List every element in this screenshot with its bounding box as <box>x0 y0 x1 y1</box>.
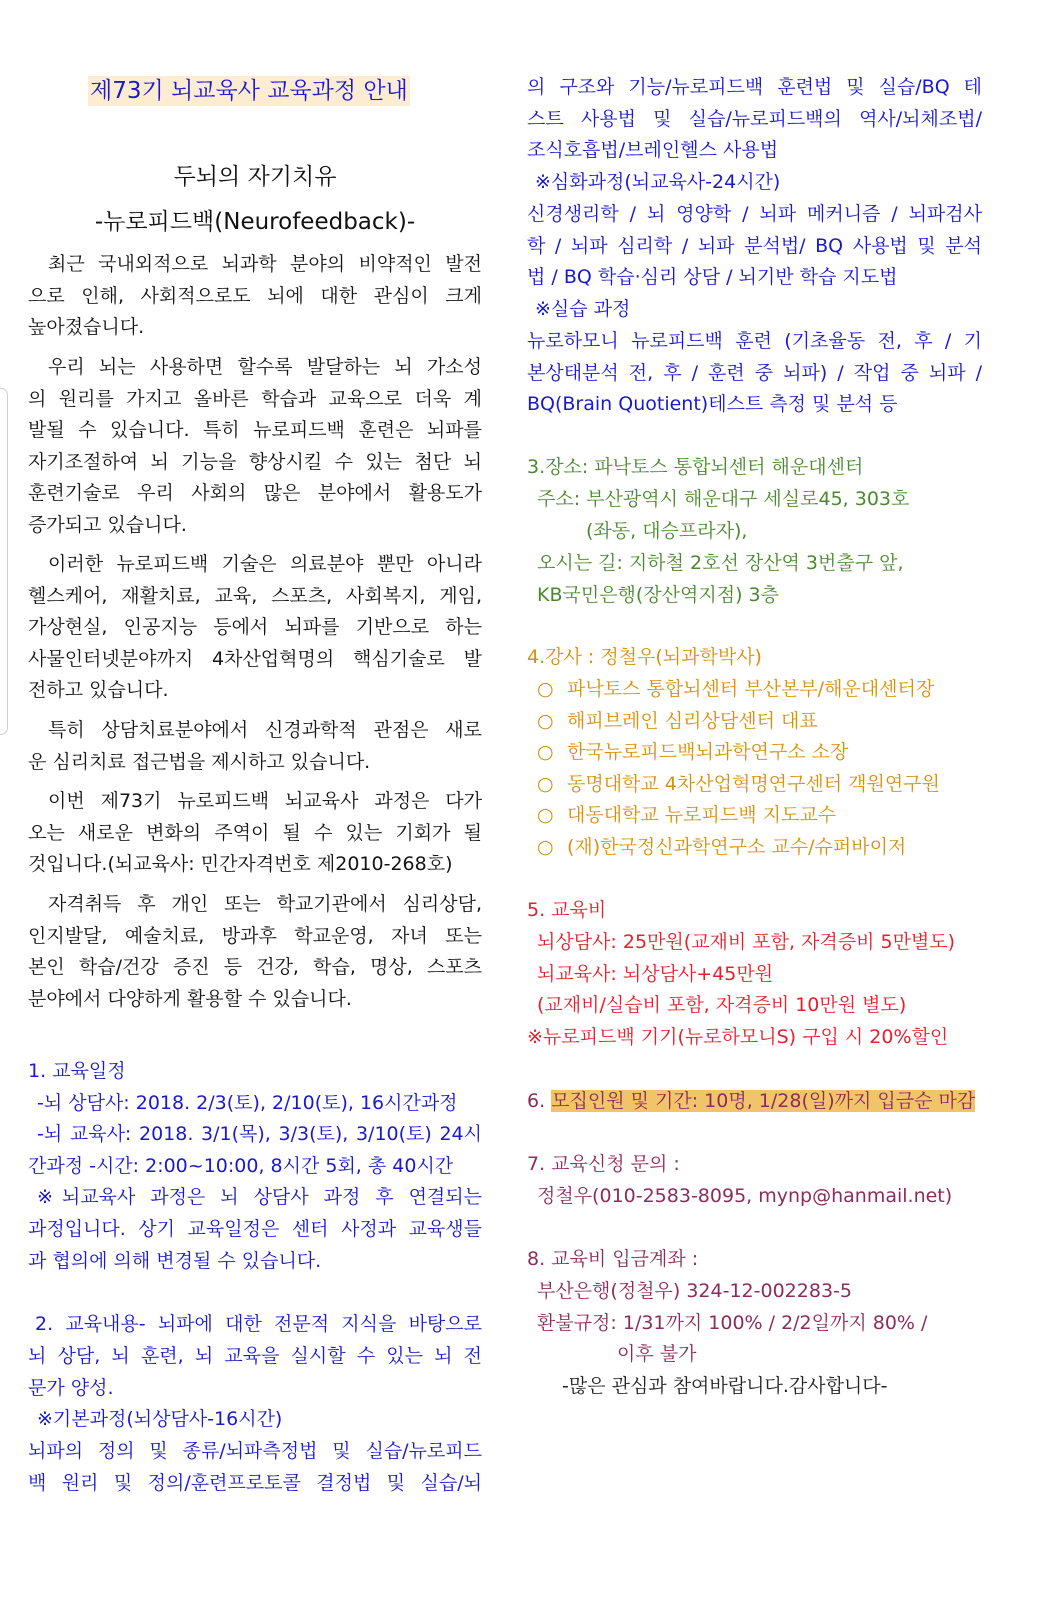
text-line: -뇌 상담사: 2018. 2/3(토), 2/10(토), 16시간과정 <box>37 1092 458 1114</box>
text-line: 헬스케어, 재활치료, 교육, 스포츠, 사회복지, 게임, <box>28 584 482 607</box>
intro-paragraph-4 <box>28 715 482 778</box>
device-discount-note <box>527 1022 948 1054</box>
text-line: 자격취득 후 개인 또는 학교기관에서 심리상담, <box>48 893 482 915</box>
text-line: ※실습 과정 <box>535 298 631 320</box>
text-line: 운 심리치료 접근법을 제시하고 있습니다. <box>28 750 371 773</box>
fee-details <box>537 927 955 1022</box>
recruitment-number: 6. <box>527 1090 546 1112</box>
text-line: 으로 인해, 사회적으로도 뇌에 대한 관심이 크게 <box>28 284 482 307</box>
content-description <box>28 1341 482 1404</box>
instructor-heading <box>527 642 762 674</box>
screen-edge-handle <box>0 388 8 735</box>
basic-course-heading <box>37 1404 482 1436</box>
text-line: KB국민은행(장산역지점) 3층 <box>537 583 779 606</box>
text-line: 법 / BQ 학습·심리 상담 / 뇌기반 학습 지도법 <box>527 266 898 289</box>
text-line: 오시는 길: 지하철 2호선 장산역 3번출구 앞, <box>537 552 904 574</box>
credential-item <box>537 800 940 832</box>
text-line: (좌동, 대승프라자), <box>586 520 748 542</box>
text-line: 증가되고 있습니다. <box>28 513 187 536</box>
text-line: 3.장소: 파낙토스 통합뇌센터 해운대센터 <box>527 456 864 478</box>
text-line: 훈련기술로 우리 사회의 많은 분야에서 활용도가 <box>28 482 482 505</box>
text-line: 과 협의에 의해 변경될 수 있습니다. <box>28 1249 322 1272</box>
text-line: 7. 교육신청 문의 : <box>527 1153 680 1175</box>
basic-course-topics-cont <box>527 72 982 167</box>
intro-paragraph-5 <box>28 786 482 881</box>
closing-message <box>562 1371 888 1403</box>
text-line: 스트 사용법 및 실습/뉴로피드백의 역사/뇌체조법/ <box>527 107 982 130</box>
text-line: 최근 국내외적으로 뇌과학 분야의 비약적인 발전 <box>48 253 482 275</box>
circle-bullet-icon: ○ <box>537 804 554 827</box>
text-line: 간과정 -시간: 2:00~10:00, 8시간 5회, 총 40시간 <box>28 1155 454 1177</box>
text-line: 인지발달, 예술치료, 방과후 학교운영, 자녀 또는 <box>28 924 482 947</box>
text-line: 분야에서 다양하게 활용할 수 있습니다. <box>28 987 352 1010</box>
content-heading <box>35 1309 482 1341</box>
circle-bullet-icon: ○ <box>537 709 554 732</box>
schedule-counselor <box>37 1088 482 1120</box>
credential-text: 파낙토스 통합뇌센터 부산본부/해운대센터장 <box>567 678 935 700</box>
text-line: 의 원리를 가지고 올바른 학습과 교육으로 더욱 계 <box>28 387 482 410</box>
inquiry-contact <box>537 1181 952 1213</box>
text-line: 전하고 있습니다. <box>28 679 169 702</box>
circle-bullet-icon: ○ <box>537 741 554 764</box>
text-line: 환불규정: 1/31까지 100% / 2/2일까지 80% / <box>537 1311 928 1334</box>
document-title: 제73기 뇌교육사 교육과정 안내 <box>90 78 408 104</box>
text-line: 가상현실, 인공지능 등에서 뇌파를 기반으로 하는 <box>28 616 482 639</box>
circle-bullet-icon: ○ <box>537 678 554 700</box>
intro-paragraph-2 <box>28 352 482 542</box>
intro-paragraph-6 <box>28 889 482 1015</box>
text-line: -뇌 교육사: 2018. 3/1(목), 3/3(토), 3/10(토) 24시 <box>37 1123 482 1145</box>
instructor-credentials <box>537 674 940 864</box>
text-line: (교재비/실습비 포함, 자격증비 10만원 별도) <box>537 994 907 1017</box>
text-line: ※뉴로피드백 기기(뉴로하모니S) 구입 시 20%할인 <box>527 1026 949 1048</box>
refund-note <box>617 1339 696 1371</box>
text-line: 주소: 부산광역시 해운대구 세실로45, 303호 <box>537 488 910 510</box>
schedule-educator <box>37 1119 482 1151</box>
text-line: ※뇌교육사 과정은 뇌 상담사 과정 후 연결되는 <box>37 1186 482 1208</box>
practice-course-topics <box>527 326 982 421</box>
text-line: 이러한 뉴로피드백 기술은 의료분야 뿐만 아니라 <box>48 553 482 575</box>
text-line: 이번 제73기 뉴로피드백 뇌교육사 과정은 다가 <box>48 790 482 812</box>
subtitle-self-healing: 두뇌의 자기치유 <box>173 164 337 190</box>
account-details <box>537 1276 927 1339</box>
text-line: 정철우(010-2583-8095, mynp@hanmail.net) <box>537 1185 953 1207</box>
inquiry-heading <box>527 1149 680 1181</box>
recruitment-deadline: 모집인원 및 기간: 10명, 1/28(일)까지 입금순 마감 <box>551 1090 976 1112</box>
credential-item <box>537 737 940 769</box>
credential-item <box>537 674 940 706</box>
location-heading <box>527 452 863 484</box>
text-line: 2. 교육내용- 뇌파에 대한 전문적 지식을 바탕으로 <box>35 1313 482 1335</box>
text-line: 의 구조와 기능/뉴로피드백 훈련법 및 실습/BQ 테 <box>527 76 982 98</box>
text-line: 뇌파의 정의 및 종류/뇌파측정법 및 실습/뉴로피드 <box>28 1440 482 1462</box>
text-line: 백 원리 및 정의/훈련프로토콜 결정법 및 실습/뇌 <box>28 1471 482 1494</box>
text-line: 과정입니다. 상기 교육일정은 센터 사정과 교육생들 <box>28 1218 482 1240</box>
text-line: 발될 수 있습니다. 특히 뉴로피드백 훈련은 뇌파를 <box>28 419 482 442</box>
subtitle-neurofeedback: -뉴로피드백(Neurofeedback)- <box>94 209 416 235</box>
text-line: 본상태분석 전, 후 / 훈련 중 뇌파) / 작업 중 뇌파 / <box>527 361 982 384</box>
text-line: 뉴로하모니 뉴로피드백 훈련 (기초율동 전, 후 / 기 <box>527 330 982 352</box>
text-line: 것입니다.(뇌교육사: 민간자격번호 제2010-268호) <box>28 853 453 876</box>
location-directions <box>537 548 904 611</box>
text-line: ※기본과정(뇌상담사-16시간) <box>37 1408 283 1430</box>
intro-paragraph-3 <box>28 549 482 707</box>
text-line: 특히 상담치료분야에서 신경과학적 관점은 새로 <box>48 719 482 741</box>
intro-paragraph-1 <box>28 249 482 344</box>
fee-heading <box>527 895 606 927</box>
schedule-heading <box>28 1056 482 1088</box>
text-line: 1. 교육일정 <box>28 1060 126 1082</box>
account-heading <box>527 1244 698 1276</box>
text-line: 본인 학습/건강 증진 등 건강, 학습, 명상, 스포츠 <box>28 956 482 979</box>
schedule-note <box>37 1182 482 1214</box>
circle-bullet-icon: ○ <box>537 835 554 858</box>
text-line: 자기조절하여 뇌 기능을 향상시킬 수 있는 첨단 뇌 <box>28 450 482 473</box>
text-line: 높아졌습니다. <box>28 316 145 339</box>
basic-course-topics <box>28 1436 482 1499</box>
practice-course-heading <box>535 294 982 326</box>
text-line: 오는 새로운 변화의 주역이 될 수 있는 기회가 될 <box>28 821 482 844</box>
text-line: 신경생리학 / 뇌 영양학 / 뇌파 메커니즘 / 뇌파검사 <box>527 203 982 225</box>
credential-item <box>537 706 940 738</box>
text-line: 8. 교육비 입금계좌 : <box>527 1248 699 1270</box>
text-line: 뇌교육사: 뇌상담사+45만원 <box>537 962 774 985</box>
text-line: 뇌 상담, 뇌 훈련, 뇌 교육을 실시할 수 있는 뇌 전 <box>28 1345 482 1367</box>
credential-text: 해피브레인 심리상담센터 대표 <box>567 709 818 732</box>
text-line: 이후 불가 <box>617 1343 697 1365</box>
text-line: 5. 교육비 <box>527 899 607 921</box>
location-address <box>537 484 909 516</box>
credential-item <box>537 832 940 864</box>
credential-text: 대동대학교 뉴로피드백 지도교수 <box>567 804 837 827</box>
text-line: ※심화과정(뇌교육사-24시간) <box>535 171 781 193</box>
text-line: 학 / 뇌파 심리학 / 뇌파 분석법/ BQ 사용법 및 분석 <box>527 234 982 257</box>
text-line: 사물인터넷분야까지 4차산업혁명의 핵심기술로 발 <box>28 647 482 670</box>
credential-text: 한국뉴로피드백뇌과학연구소 소장 <box>567 741 849 764</box>
advanced-course-heading <box>535 167 982 199</box>
credential-item <box>537 769 940 801</box>
text-line: 부산은행(정철우) 324-12-002283-5 <box>537 1280 852 1302</box>
text-line: 문가 양성. <box>28 1376 114 1399</box>
schedule-note-cont <box>28 1214 482 1277</box>
text-line: 조식호흡법/브레인헬스 사용법 <box>527 139 779 162</box>
text-line: 우리 뇌는 사용하면 할수록 발달하는 뇌 가소성 <box>48 356 482 378</box>
location-address-building <box>586 516 747 548</box>
recruitment-line <box>527 1086 975 1118</box>
schedule-hours <box>28 1151 482 1183</box>
text-line: 4.강사 : 정철우(뇌과학박사) <box>527 646 762 668</box>
text-line: BQ(Brain Quotient)테스트 측정 및 분석 등 <box>527 393 898 416</box>
credential-text: (재)한국정신과학연구소 교수/슈퍼바이저 <box>567 835 907 858</box>
credential-text: 동명대학교 4차산업혁명연구센터 객원연구원 <box>567 772 940 795</box>
circle-bullet-icon: ○ <box>537 772 554 795</box>
advanced-course-topics <box>527 199 982 294</box>
text-line: 뇌상담사: 25만원(교재비 포함, 자격증비 5만별도) <box>537 931 956 953</box>
text-line: -많은 관심과 참여바랍니다.감사합니다- <box>562 1375 888 1397</box>
